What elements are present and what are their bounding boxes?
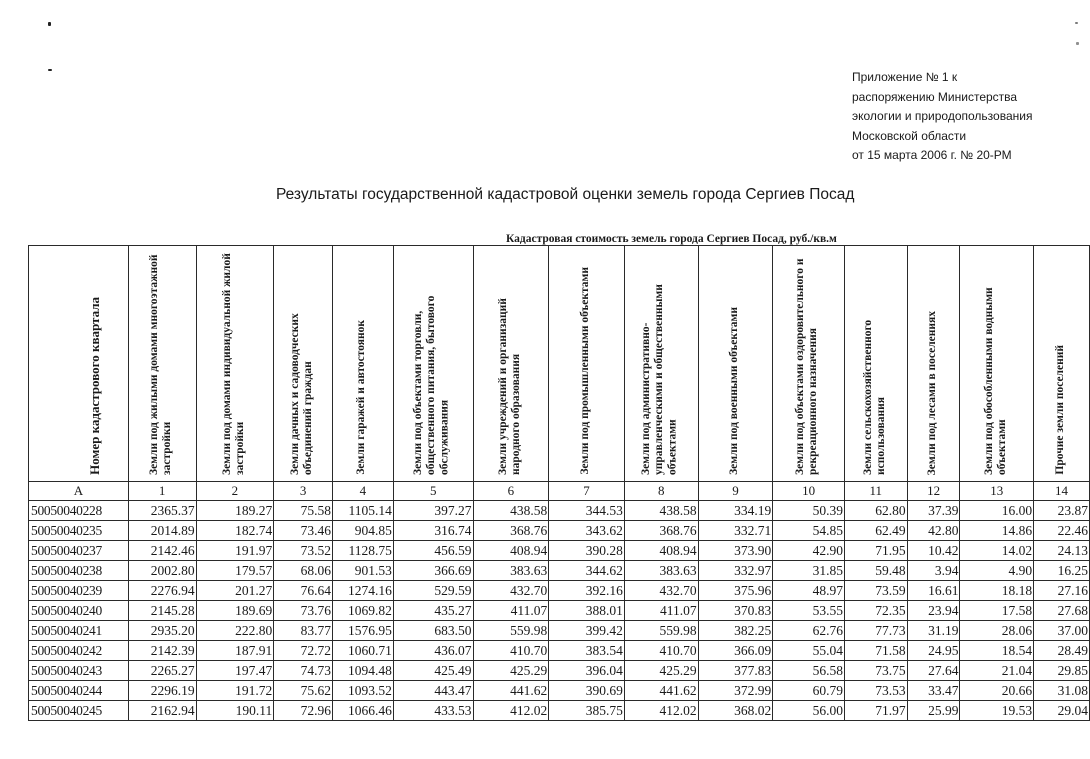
value-cell: 1128.75 [333,541,394,561]
column-index-cell: A [29,482,129,501]
value-cell: 59.48 [844,561,907,581]
cadastral-quarter-number: 50050040228 [29,501,129,521]
value-cell: 432.70 [624,581,698,601]
value-cell: 19.53 [960,701,1034,721]
value-cell: 375.96 [698,581,773,601]
value-cell: 179.57 [196,561,274,581]
table-row [29,561,1090,581]
value-cell: 25.99 [907,701,960,721]
value-cell: 344.53 [549,501,625,521]
column-index-cell: 2 [196,482,274,501]
value-cell: 83.77 [274,621,333,641]
value-cell: 1105.14 [333,501,394,521]
scan-speck [48,69,52,71]
column-header-label: Земли под административно-управленческими и общественными объектами [640,284,679,475]
value-cell: 2276.94 [128,581,196,601]
column-index-cell: 12 [907,482,960,501]
value-cell: 27.64 [907,661,960,681]
value-cell: 2014.89 [128,521,196,541]
value-cell: 73.46 [274,521,333,541]
value-cell: 29.04 [1034,701,1090,721]
cadastral-quarter-number: 50050040237 [29,541,129,561]
document-title: Результаты государственной кадастровой оценки земель города Сергиев Посад [276,186,855,203]
column-header [333,246,394,482]
value-cell: 390.69 [549,681,625,701]
value-cell: 4.90 [960,561,1034,581]
table-row [29,701,1090,721]
value-cell: 23.87 [1034,501,1090,521]
scan-speck [1076,42,1079,45]
value-cell: 18.54 [960,641,1034,661]
value-cell: 2142.39 [128,641,196,661]
column-header-label: Прочие земли поселений [1053,345,1066,475]
value-cell: 56.58 [773,661,845,681]
value-cell: 71.95 [844,541,907,561]
value-cell: 18.18 [960,581,1034,601]
value-cell: 2162.94 [128,701,196,721]
value-cell: 29.85 [1034,661,1090,681]
value-cell: 37.39 [907,501,960,521]
value-cell: 334.19 [698,501,773,521]
value-cell: 332.71 [698,521,773,541]
value-cell: 435.27 [393,601,473,621]
value-cell: 21.04 [960,661,1034,681]
value-cell: 368.76 [624,521,698,541]
cadastral-quarter-number: 50050040245 [29,701,129,721]
value-cell: 411.07 [624,601,698,621]
column-header-label: Земли учреждений и организаций народного образования [496,298,522,475]
value-cell: 73.76 [274,601,333,621]
column-header [844,246,907,482]
value-cell: 27.16 [1034,581,1090,601]
value-cell: 17.58 [960,601,1034,621]
value-cell: 343.62 [549,521,625,541]
cadastral-quarter-number: 50050040240 [29,601,129,621]
value-cell: 425.29 [624,661,698,681]
value-cell: 1094.48 [333,661,394,681]
column-index-cell: 4 [333,482,394,501]
scan-speck [48,22,51,26]
column-index-cell: 9 [698,482,773,501]
value-cell: 1069.82 [333,601,394,621]
value-cell: 10.42 [907,541,960,561]
value-cell: 344.62 [549,561,625,581]
value-cell: 425.49 [393,661,473,681]
table-row [29,661,1090,681]
header-row [29,246,1090,482]
appendix-line: Московской области [852,128,967,143]
value-cell: 368.02 [698,701,773,721]
table-row [29,641,1090,661]
value-cell: 31.85 [773,561,845,581]
value-cell: 425.29 [473,661,549,681]
cadastral-quarter-number: 50050040239 [29,581,129,601]
value-cell: 68.06 [274,561,333,581]
value-cell: 2002.80 [128,561,196,581]
value-cell: 2265.27 [128,661,196,681]
value-cell: 385.75 [549,701,625,721]
cadastral-quarter-number: 50050040242 [29,641,129,661]
value-cell: 410.70 [473,641,549,661]
column-header [274,246,333,482]
column-index-cell: 7 [549,482,625,501]
value-cell: 33.47 [907,681,960,701]
column-header-label: Земли сельскохозяйственного использования [861,319,887,475]
value-cell: 529.59 [393,581,473,601]
column-index-cell: 10 [773,482,845,501]
column-index-cell: 1 [128,482,196,501]
value-cell: 27.68 [1034,601,1090,621]
value-cell: 683.50 [393,621,473,641]
value-cell: 1576.95 [333,621,394,641]
value-cell: 62.80 [844,501,907,521]
column-index-cell: 13 [960,482,1034,501]
value-cell: 189.27 [196,501,274,521]
cadastral-quarter-number: 50050040241 [29,621,129,641]
value-cell: 28.06 [960,621,1034,641]
column-header-label: Номер кадастрового квартала [87,297,103,475]
value-cell: 904.85 [333,521,394,541]
value-cell: 366.69 [393,561,473,581]
appendix-note [852,68,1032,166]
value-cell: 191.97 [196,541,274,561]
value-cell: 411.07 [473,601,549,621]
value-cell: 73.53 [844,681,907,701]
value-cell: 2145.28 [128,601,196,621]
column-index-cell: 11 [844,482,907,501]
value-cell: 1093.52 [333,681,394,701]
column-header [549,246,625,482]
column-index-cell: 8 [624,482,698,501]
column-header [393,246,473,482]
column-header-label: Земли под объектами торговли, общественного питания, бытового обслуживания [412,295,451,475]
column-header [196,246,274,482]
value-cell: 222.80 [196,621,274,641]
value-cell: 410.70 [624,641,698,661]
value-cell: 60.79 [773,681,845,701]
column-header [907,246,960,482]
value-cell: 190.11 [196,701,274,721]
value-cell: 187.91 [196,641,274,661]
column-header-label: Земли под промышленными объектами [578,267,591,475]
column-header-label: Земли под домами индивидуальной жилой застройки [220,253,246,475]
column-header-label: Земли под жилыми домами многоэтажной застройки [147,254,174,475]
value-cell: 432.70 [473,581,549,601]
value-cell: 56.00 [773,701,845,721]
value-cell: 16.25 [1034,561,1090,581]
value-cell: 197.47 [196,661,274,681]
value-cell: 372.99 [698,681,773,701]
value-cell: 1060.71 [333,641,394,661]
value-cell: 71.58 [844,641,907,661]
value-cell: 396.04 [549,661,625,681]
cadastral-quarter-number: 50050040244 [29,681,129,701]
column-header [698,246,773,482]
value-cell: 42.80 [907,521,960,541]
value-cell: 383.63 [624,561,698,581]
value-cell: 438.58 [473,501,549,521]
value-cell: 438.58 [624,501,698,521]
appendix-line: экологии и природопользования [852,109,1033,124]
value-cell: 24.95 [907,641,960,661]
value-cell: 456.59 [393,541,473,561]
value-cell: 54.85 [773,521,845,541]
column-index-cell: 6 [473,482,549,501]
column-header-label: Земли под обособленными водными объектами [982,287,1008,475]
value-cell: 31.19 [907,621,960,641]
column-index-row [29,482,1090,501]
value-cell: 383.54 [549,641,625,661]
column-header-label: Земли под лесами в поселениях [925,310,938,475]
value-cell: 182.74 [196,521,274,541]
value-cell: 2935.20 [128,621,196,641]
value-cell: 24.13 [1034,541,1090,561]
value-cell: 2296.19 [128,681,196,701]
value-cell: 14.86 [960,521,1034,541]
value-cell: 72.72 [274,641,333,661]
value-cell: 73.52 [274,541,333,561]
value-cell: 373.90 [698,541,773,561]
value-cell: 71.97 [844,701,907,721]
cadastral-quarter-number: 50050040243 [29,661,129,681]
value-cell: 22.46 [1034,521,1090,541]
value-cell: 73.75 [844,661,907,681]
value-cell: 408.94 [473,541,549,561]
value-cell: 408.94 [624,541,698,561]
value-cell: 16.00 [960,501,1034,521]
column-header-label: Земли под объектами оздоровительного и рекреационного назначения [794,258,820,475]
value-cell: 42.90 [773,541,845,561]
column-header [773,246,845,482]
column-header [128,246,196,482]
value-cell: 559.98 [624,621,698,641]
value-cell: 390.28 [549,541,625,561]
column-header [624,246,698,482]
value-cell: 62.49 [844,521,907,541]
column-header [960,246,1034,482]
value-cell: 201.27 [196,581,274,601]
cadastral-quarter-number: 50050040235 [29,521,129,541]
value-cell: 397.27 [393,501,473,521]
value-cell: 189.69 [196,601,274,621]
value-cell: 20.66 [960,681,1034,701]
value-cell: 388.01 [549,601,625,621]
value-cell: 332.97 [698,561,773,581]
value-cell: 76.64 [274,581,333,601]
column-header-label: Земли гаражей и автостоянок [355,320,368,475]
table-row [29,501,1090,521]
column-header-label: Земли дачных и садоводческих объединений граждан [288,313,315,475]
value-cell: 14.02 [960,541,1034,561]
value-cell: 3.94 [907,561,960,581]
table-row [29,521,1090,541]
column-index-cell: 3 [274,482,333,501]
value-cell: 1066.46 [333,701,394,721]
column-index-cell: 5 [393,482,473,501]
appendix-line: от 15 марта 2006 г. № 20-РМ [852,148,1012,163]
value-cell: 74.73 [274,661,333,681]
value-cell: 366.09 [698,641,773,661]
value-cell: 399.42 [549,621,625,641]
value-cell: 191.72 [196,681,274,701]
cadastral-value-table [28,245,1090,721]
table-body [29,501,1090,721]
value-cell: 31.08 [1034,681,1090,701]
table-row [29,681,1090,701]
value-cell: 412.02 [624,701,698,721]
value-cell: 443.47 [393,681,473,701]
value-cell: 2142.46 [128,541,196,561]
table-row [29,621,1090,641]
value-cell: 62.76 [773,621,845,641]
value-cell: 2365.37 [128,501,196,521]
value-cell: 28.49 [1034,641,1090,661]
value-cell: 53.55 [773,601,845,621]
column-header [473,246,549,482]
table-row [29,601,1090,621]
value-cell: 392.16 [549,581,625,601]
value-cell: 75.62 [274,681,333,701]
value-cell: 48.97 [773,581,845,601]
appendix-line: распоряжению Министерства [852,89,1018,104]
value-cell: 16.61 [907,581,960,601]
column-header [1034,246,1090,482]
cadastral-quarter-number: 50050040238 [29,561,129,581]
column-index-cell: 14 [1034,482,1090,501]
value-cell: 441.62 [473,681,549,701]
value-cell: 75.58 [274,501,333,521]
value-cell: 559.98 [473,621,549,641]
value-cell: 55.04 [773,641,845,661]
value-cell: 77.73 [844,621,907,641]
value-cell: 72.35 [844,601,907,621]
column-header [29,246,129,482]
value-cell: 370.83 [698,601,773,621]
scan-speck [1075,22,1078,24]
table-caption: Кадастровая стоимость земель города Сергиев Посад, руб./кв.м [506,233,837,245]
appendix-line: Приложение № 1 к [852,70,958,84]
column-header-label: Земли под военными объектами [727,307,740,475]
value-cell: 72.96 [274,701,333,721]
value-cell: 1274.16 [333,581,394,601]
value-cell: 382.25 [698,621,773,641]
value-cell: 383.63 [473,561,549,581]
value-cell: 73.59 [844,581,907,601]
value-cell: 412.02 [473,701,549,721]
value-cell: 901.53 [333,561,394,581]
value-cell: 23.94 [907,601,960,621]
table-row [29,581,1090,601]
table-row [29,541,1090,561]
value-cell: 368.76 [473,521,549,541]
value-cell: 441.62 [624,681,698,701]
value-cell: 316.74 [393,521,473,541]
value-cell: 37.00 [1034,621,1090,641]
value-cell: 377.83 [698,661,773,681]
value-cell: 433.53 [393,701,473,721]
value-cell: 50.39 [773,501,845,521]
value-cell: 436.07 [393,641,473,661]
